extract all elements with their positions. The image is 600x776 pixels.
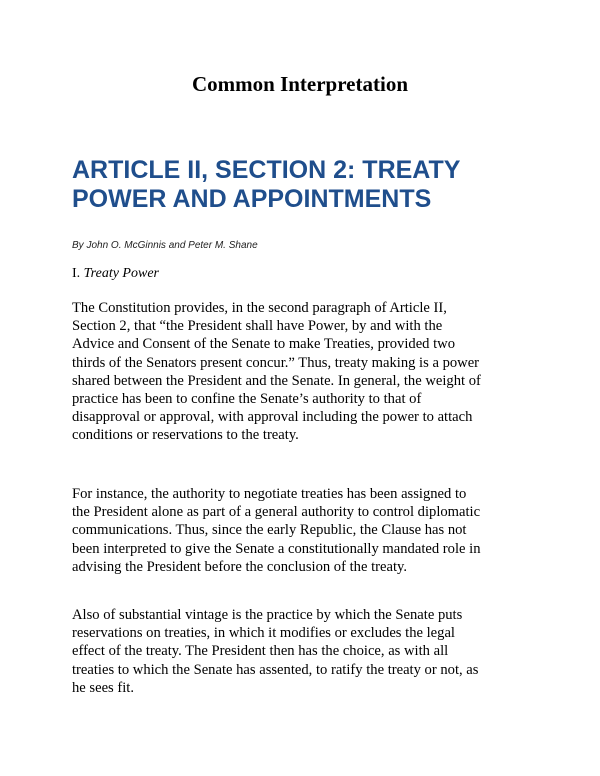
paragraph-line: thirds of the Senators present concur.” Thus, treaty making is a power [72, 354, 480, 371]
paragraph-line: disapproval or approval, with approval including the power to attach [72, 409, 473, 426]
body-paragraph [72, 299, 532, 445]
paragraph-line: Section 2, that “the President shall have Power, by and with the [72, 318, 443, 335]
paragraph-line: been interpreted to give the Senate a constitutionally mandated role in [72, 540, 481, 557]
paragraph-line: reservations on treaties, in which it modifies or excludes the legal [72, 625, 455, 642]
paragraph-line: communications. Thus, since the early Republic, the Clause has not [72, 522, 467, 539]
paragraph-line: The Constitution provides, in the second paragraph of Article II, [72, 300, 447, 316]
paragraph-line: conditions or reservations to the treaty. [72, 427, 299, 444]
paragraph-line: effect of the treaty. The President then has the choice, as with all [72, 643, 449, 660]
article-heading-line-2: POWER AND APPOINTMENTS [72, 185, 432, 213]
paragraph-line: For instance, the authority to negotiate treaties has been assigned to [72, 486, 467, 502]
section-heading [72, 266, 159, 282]
article-heading [72, 156, 532, 214]
article-heading-line-1: ARTICLE II, SECTION 2: TREATY [72, 156, 461, 184]
section-number: I. [72, 266, 81, 281]
paragraph-line: practice has been to confine the Senate’s authority to that of [72, 391, 422, 408]
body-paragraph [72, 606, 532, 697]
paragraph-line: advising the President before the conclusion of the treaty. [72, 558, 408, 575]
paragraph-line: the President alone as part of a general authority to control diplomatic [72, 504, 481, 521]
paragraph-line: he sees fit. [72, 679, 135, 696]
section-name: Treaty Power [83, 266, 159, 281]
body-paragraph [72, 485, 532, 576]
paragraph-line: treaties to which the Senate has assented, to ratify the treaty or not, as [72, 661, 479, 678]
byline: By John O. McGinnis and Peter M. Shane [72, 240, 258, 251]
document-title: Common Interpretation [191, 72, 408, 96]
paragraph-line: shared between the President and the Senate. In general, the weight of [72, 372, 481, 389]
paragraph-line: Advice and Consent of the Senate to make Treaties, provided two [72, 336, 456, 353]
paragraph-line: Also of substantial vintage is the practice by which the Senate puts [72, 607, 463, 623]
